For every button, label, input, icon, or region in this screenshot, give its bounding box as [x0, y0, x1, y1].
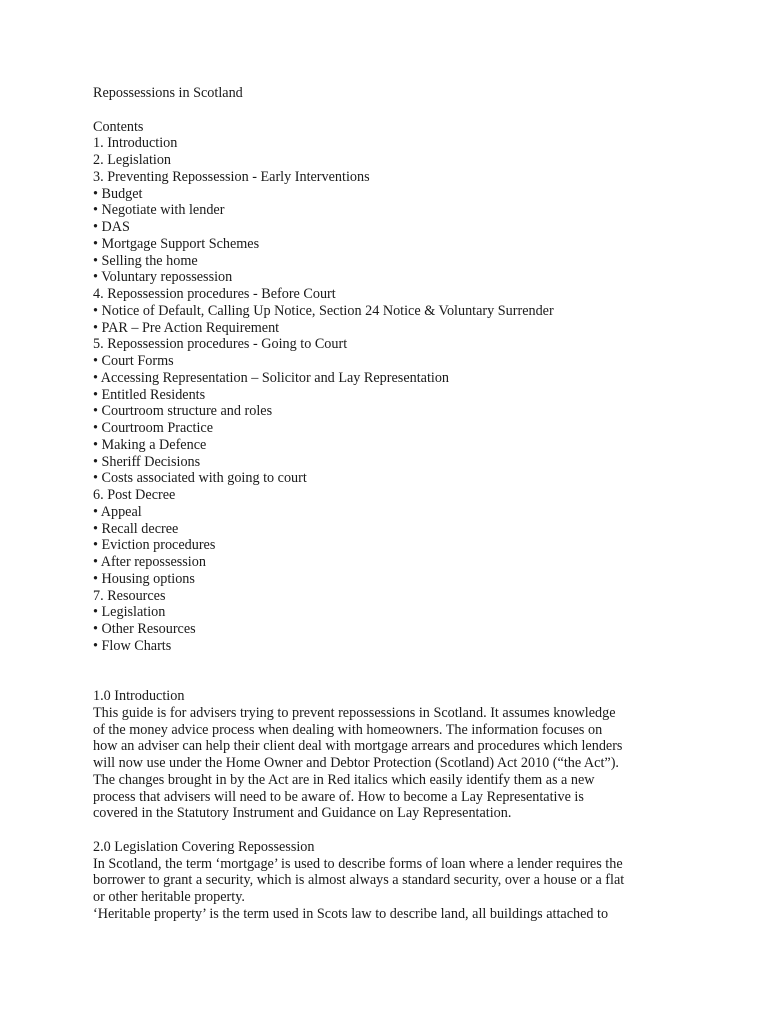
- paragraph-line: will now use under the Home Owner and Debtor Protection (Scotland) Act 2010 (“the Act”).: [93, 755, 619, 771]
- paragraph-line: process that advisers will need to be aware of. How to become a Lay Representative is: [93, 788, 584, 805]
- contents-item: • DAS: [93, 219, 130, 235]
- contents-item: • Recall decree: [93, 520, 179, 537]
- section-legislation: [93, 839, 693, 923]
- contents-heading: Contents: [93, 118, 144, 135]
- contents-item: 5. Repossession procedures - Going to Court: [93, 336, 348, 353]
- contents-item: • Voluntary repossession: [93, 269, 233, 286]
- contents-item: 7. Resources: [93, 587, 166, 604]
- contents-item: • Selling the home: [93, 252, 198, 269]
- contents-item: • Costs associated with going to court: [93, 470, 307, 487]
- contents-item: • Court Forms: [93, 353, 174, 369]
- contents-item: • Sheriff Decisions: [93, 453, 201, 470]
- paragraph-line: covered in the Statutory Instrument and Guidance on Lay Representation.: [93, 805, 512, 822]
- paragraph-line: ‘Heritable property’ is the term used in Scots law to describe land, all buildings attached to: [93, 905, 609, 922]
- contents-item: • Making a Defence: [93, 436, 207, 453]
- contents-item: 1. Introduction: [93, 135, 178, 152]
- contents-item: 4. Repossession procedures - Before Court: [93, 286, 336, 302]
- paragraph-line: how an adviser can help their client deal with mortgage arrears and procedures which lenders: [93, 738, 623, 755]
- contents-item: • Courtroom Practice: [93, 420, 214, 436]
- section-heading: 2.0 Legislation Covering Repossession: [93, 838, 315, 855]
- paragraph-line: This guide is for advisers trying to prevent repossessions in Scotland. It assumes knowledge: [93, 704, 616, 721]
- contents-item: • Housing options: [93, 570, 195, 587]
- spacer: [93, 822, 693, 839]
- paragraph-line: of the money advice process when dealing with homeowners. The information focuses on: [93, 721, 603, 738]
- contents-item: • Other Resources: [93, 621, 196, 637]
- contents-item: • Eviction procedures: [93, 537, 216, 554]
- paragraph-line: The changes brought in by the Act are in Red italics which easily identify them as a new: [93, 771, 595, 788]
- contents-list: [93, 135, 693, 654]
- contents-item: • After repossession: [93, 554, 206, 570]
- contents-item: 2. Legislation: [93, 152, 172, 168]
- contents-item: 3. Preventing Repossession - Early Interventions: [93, 168, 370, 185]
- document-page: [93, 85, 693, 923]
- contents-item: • Appeal: [93, 503, 142, 520]
- contents-item: • Accessing Representation – Solicitor and Lay Representation: [93, 369, 450, 386]
- spacer: [93, 655, 693, 689]
- contents-item: • Flow Charts: [93, 637, 172, 654]
- contents-item: • Mortgage Support Schemes: [93, 235, 260, 252]
- contents-item: • Courtroom structure and roles: [93, 403, 273, 420]
- contents-item: • Negotiate with lender: [93, 202, 225, 219]
- contents-item: • Legislation: [93, 604, 166, 621]
- contents-item: • PAR – Pre Action Requirement: [93, 319, 280, 336]
- spacer: [93, 102, 693, 119]
- contents-item: 6. Post Decree: [93, 487, 176, 503]
- contents-item: • Entitled Residents: [93, 386, 206, 403]
- paragraph-line: In Scotland, the term ‘mortgage’ is used to describe forms of loan where a lender requires the: [93, 855, 623, 872]
- section-heading: 1.0 Introduction: [93, 688, 185, 704]
- paragraph-line: or other heritable property.: [93, 889, 245, 905]
- contents-item: • Budget: [93, 185, 143, 202]
- paragraph-line: borrower to grant a security, which is almost always a standard security, over a house or a flat: [93, 872, 625, 889]
- document-title: Repossessions in Scotland: [93, 85, 243, 101]
- contents-item: • Notice of Default, Calling Up Notice, Section 24 Notice & Voluntary Surrender: [93, 302, 554, 319]
- section-introduction: [93, 688, 693, 822]
